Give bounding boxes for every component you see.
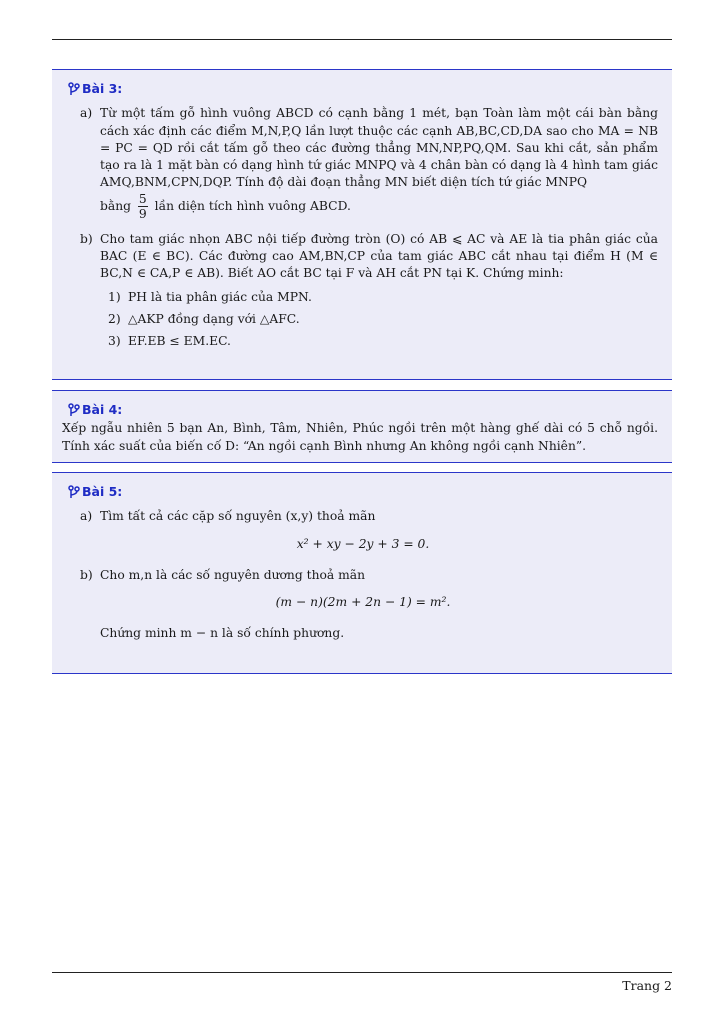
exercise-5-title: Bài 5: (68, 483, 658, 500)
exercise-4-title: Bài 4: (68, 401, 658, 418)
exercise-3b-sub-3: 3) EF.EB ≤ EM.EC. (108, 334, 231, 349)
exercise-5-box (52, 472, 672, 674)
exercise-5b-conclusion: Chứng minh m − n là số chính phương. (100, 626, 345, 641)
fraction-5-9: $\frac{5}{9}$ (138, 191, 147, 221)
equation-5a: x² + xy − 2y + 3 = 0. (296, 536, 430, 551)
equation-5b: (m − n)(2m + 2n − 1) = m². (275, 595, 451, 610)
exercise-3-box (52, 69, 672, 380)
branch-icon (68, 485, 80, 499)
exercise-3b: b) Cho tam giác nhọn ABC nội tiếp đường tròn (O) có AB ⩽ AC và AE là tia phân giác của BAC (E ∈ BC). Các đường cao AM,BN,CP của tam giác ABC cắt nhau tại điểm H (M ∈ BC,N ∈ CA,P ∈ AB). Biết AO cắt BC tại F và AH cắt PN tại K. Chứng minh: (68, 231, 658, 283)
exercise-3b-sub-1: 1) PH là tia phân giác của MPN. (108, 289, 312, 304)
page-number: Trang 2 (622, 978, 672, 993)
branch-icon (68, 403, 80, 417)
exercise-3-title: Bài 3: (68, 80, 658, 97)
exercise-5b: b) Cho m,n là các số nguyên dương thoả mãn (80, 567, 366, 582)
header-rule (52, 39, 672, 40)
exercise-3a: a) Từ một tấm gỗ hình vuông ABCD có cạnh bằng 1 mét, bạn Toàn làm một cái bàn bằng cách xác định các điểm M,N,P,Q lần lượt thuộc các cạnh AB,BC,CD,DA sao cho MA = NB = PC = QD rồi cắt tấm gỗ theo các đường thẳng MN,NP,PQ,QM. Sau khi cắt, sản phẩm tạo ra là 1 mặt bàn có dạng hình tứ giác MNPQ và 4 chân bàn có dạng là 4 hình tam giác AMQ,BNM,CPN,DQP. Tính độ dài đoạn thẳng MN biết diện tích tứ giác MNPQ bằng $\frac{5}{9}$ lần diện tích hình vuông ABCD. (80, 106, 658, 221)
exercise-3b-sub-2: 2) △AKP đồng dạng với △AFC. (108, 311, 300, 326)
branch-icon (68, 82, 80, 96)
exercise-4-box (52, 390, 672, 463)
exercise-3a-text: Từ một tấm gỗ hình vuông ABCD có cạnh bằng 1 mét, bạn Toàn làm một cái bàn bằng cách xác định các điểm M,N,P,Q lần lượt thuộc các cạnh AB,BC,CD,DA sao cho MA = NB = PC = QD rồi cắt tấm gỗ theo các đường thẳng MN,NP,PQ,QM. Sau khi cắt, sản phẩm tạo ra là 1 mặt bàn có dạng hình tứ giác MNPQ và 4 chân bàn có dạng là 4 hình tam giác AMQ,BNM,CPN,DQP. Tính độ dài đoạn thẳng MN biết diện tích tứ giác MNPQ (100, 106, 658, 190)
footer-rule (52, 972, 672, 973)
exercise-4-text: Xếp ngẫu nhiên 5 bạn An, Bình, Tâm, Nhiên, Phúc ngồi trên một hàng ghế dài có 5 chỗ ngồi. Tính xác suất của biến cố D: “An ngồi cạnh Bình nhưng An không ngồi cạnh Nhiên”. (62, 421, 658, 453)
exercise-3b-text: Cho tam giác nhọn ABC nội tiếp đường tròn (O) có AB ⩽ AC và AE là tia phân giác của BAC (E ∈ BC). Các đường cao AM,BN,CP của tam giác ABC cắt nhau tại điểm H (M ∈ BC,N ∈ CA,P ∈ AB). Biết AO cắt BC tại F và AH cắt PN tại K. Chứng minh: (100, 231, 658, 281)
exercise-5a: a) Tìm tất cả các cặp số nguyên (x,y) thoả mãn (80, 509, 376, 524)
